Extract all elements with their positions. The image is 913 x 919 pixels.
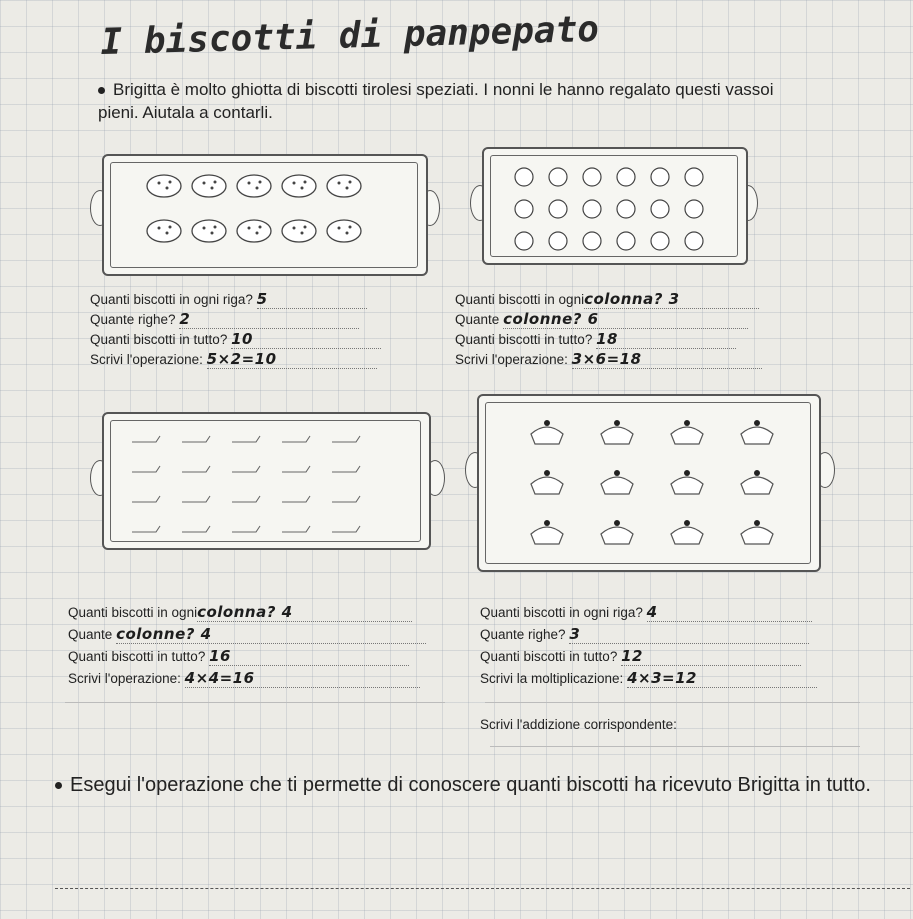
bullet-icon [98,87,105,94]
tray-2-q3: Quanti biscotti in tutto? [455,332,593,347]
tray-1-a2[interactable]: 2 [179,310,359,329]
tray-2-q2: Quante [455,312,500,327]
tray-3-a1[interactable]: colonna? 4 [197,603,412,622]
answer-line-left[interactable] [65,702,445,703]
tray-3-questions [68,603,448,691]
tray-4-q4: Scrivi la moltiplicazione: [480,671,624,686]
tray-1-questions [90,290,430,370]
tray-1-q1: Quanti biscotti in ogni riga? [90,292,253,307]
addition-answer-line[interactable] [490,746,860,747]
tray-4 [465,392,835,572]
tray-4-q2: Quante righe? [480,627,566,642]
tray-2-a1[interactable]: colonna? 3 [584,290,759,309]
tray-4-a3[interactable]: 12 [621,647,801,666]
final-task [55,770,895,800]
tray-1-a1[interactable]: 5 [257,290,367,309]
tray-4-q5: Scrivi l'addizione corrispondente: [480,717,677,732]
tray-2 [470,145,760,265]
tray-1-q4: Scrivi l'operazione: [90,352,203,367]
tray-3-q4: Scrivi l'operazione: [68,671,181,686]
answer-line-right[interactable] [485,702,860,703]
tray-2-a4[interactable]: 3×6=18 [572,350,762,369]
tray-3-a2[interactable]: colonne? 4 [116,625,426,644]
intro-text [98,78,798,124]
tray-4-a4[interactable]: 4×3=12 [627,669,817,688]
tray-2-cookies [484,149,746,263]
tray-1-cookies [104,156,426,274]
tray-3-cookies [104,414,429,548]
tray-3 [90,410,445,550]
tray-1-a3[interactable]: 10 [231,330,381,349]
tray-4-a1[interactable]: 4 [647,603,812,622]
tray-2-q4: Scrivi l'operazione: [455,352,568,367]
tray-1 [90,150,440,280]
final-answer-line[interactable] [55,888,910,889]
tray-4-questions [480,603,865,739]
final-task-text: Esegui l'operazione che ti permette di conoscere quanti biscotti ha ricevuto Brigitta in tutto. [70,774,871,796]
tray-2-questions [455,290,800,370]
tray-2-q1: Quanti biscotti in ogni [455,292,585,307]
tray-2-a3[interactable]: 18 [596,330,736,349]
tray-4-a2[interactable]: 3 [569,625,809,644]
tray-4-q3: Quanti biscotti in tutto? [480,649,618,664]
tray-3-q1: Quanti biscotti in ogni [68,605,198,620]
page-title: I biscotti di panpepato [100,8,600,63]
intro-paragraph: Brigitta è molto ghiotta di biscotti tirolesi speziati. I nonni le hanno regalato questi vassoi pieni. Aiutala a contarli. [98,80,774,122]
bullet-icon [55,782,62,789]
tray-1-a4[interactable]: 5×2=10 [207,350,377,369]
tray-3-q2: Quante [68,627,113,642]
tray-1-q2: Quante righe? [90,312,176,327]
tray-4-q1: Quanti biscotti in ogni riga? [480,605,643,620]
tray-3-q3: Quanti biscotti in tutto? [68,649,206,664]
tray-3-a4[interactable]: 4×4=16 [185,669,420,688]
tray-2-a2[interactable]: colonne? 6 [503,310,748,329]
tray-4-cookies [479,396,819,570]
tray-1-q3: Quanti biscotti in tutto? [90,332,228,347]
tray-3-a3[interactable]: 16 [209,647,409,666]
